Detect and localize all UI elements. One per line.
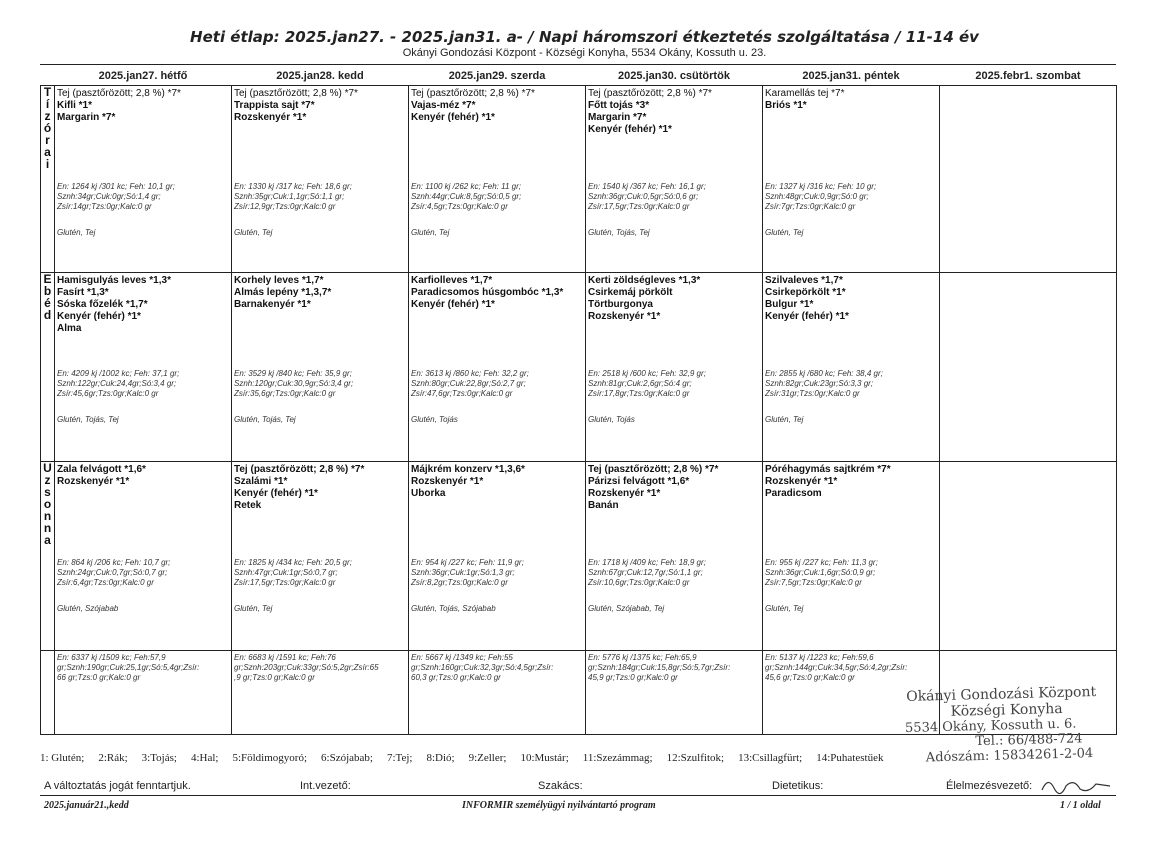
stamp-line-3: 5534 Okány, Kossuth u. 6.	[904, 716, 1077, 737]
menu-items	[411, 88, 583, 124]
nutrition-line: En: 954 kj /227 kc; Feh: 11,9 gr;	[411, 558, 524, 567]
nutrition-info	[765, 558, 878, 588]
meal-label-letter: d	[43, 308, 52, 322]
nutrition-line: En: 1540 kj /367 kc; Feh: 16,1 gr;	[588, 182, 706, 191]
menu-item: Hamisgulyás leves *1,3*	[57, 275, 171, 286]
menu-item: Rozskenyér *1*	[411, 476, 484, 487]
allergen-legend	[40, 752, 897, 764]
nutrition-info	[234, 182, 352, 212]
menu-item: Kenyér (fehér) *1*	[57, 311, 141, 322]
daily-total-cell	[55, 651, 232, 735]
menu-item: Rozskenyér *1*	[765, 476, 838, 487]
daily-total-cell	[586, 651, 763, 735]
menu-cell-content	[409, 273, 585, 461]
menu-cell-content	[232, 273, 408, 461]
menu-item: Kifli *1*	[57, 100, 93, 111]
menu-cell-content	[586, 462, 762, 650]
menu-items	[765, 464, 937, 500]
total-line: 45,6 gr;Tzs:0 gr;Kalc:0 gr	[765, 673, 855, 682]
meal-label-letter: a	[44, 145, 51, 159]
legend-item: 11:Szezámmag;	[582, 752, 653, 764]
nutrition-line: En: 1100 kj /262 kc; Feh: 11 gr;	[411, 182, 521, 191]
day-header-2: 2025.jan29. szerda	[409, 67, 586, 86]
legend-item: 5:Földimogyoró;	[232, 752, 308, 764]
nutrition-line: En: 3529 kj /840 kc; Feh: 35,9 gr;	[234, 369, 352, 378]
nutrition-line: Zsír:17,8gr;Tzs:0gr;Kalc:0 gr	[588, 389, 690, 398]
weekly-menu-table	[40, 67, 1117, 735]
stamp-line-1: Okányi Gondozási Központ	[906, 683, 1097, 705]
menu-cell-content	[940, 86, 1116, 272]
menu-item: Rozskenyér *1*	[588, 488, 661, 499]
nutrition-info	[57, 182, 175, 212]
menu-cell-content	[940, 273, 1116, 461]
nutrition-line: Sznh:35gr;Cuk:1,1gr;Só:1,1 gr;	[234, 192, 345, 201]
nutrition-line: Zsír:12,9gr;Tzs:0gr;Kalc:0 gr	[234, 202, 336, 211]
nutrition-line: En: 1330 kj /317 kc; Feh: 18,6 gr;	[234, 182, 352, 191]
nutrition-line: Zsír:14gr;Tzs:0gr;Kalc:0 gr	[57, 202, 152, 211]
menu-item: Kenyér (fehér) *1*	[234, 488, 318, 499]
nutrition-line: Zsír:8,2gr;Tzs:0gr;Kalc:0 gr	[411, 578, 508, 587]
menu-cell-content	[409, 462, 585, 650]
total-line: 60,3 gr;Tzs:0 gr;Kalc:0 gr	[411, 673, 501, 682]
meal-label-letter: é	[44, 296, 51, 310]
nutrition-line: En: 2518 kj /600 kc; Feh: 32,9 gr;	[588, 369, 706, 378]
menu-item: Fasírt *1,3*	[57, 287, 109, 298]
menu-item: Csirkepörkölt *1*	[765, 287, 846, 298]
legend-item: 8:Dió;	[426, 752, 455, 764]
total-line: ,9 gr;Tzs:0 gr;Kalc:0 gr	[234, 673, 315, 682]
meal-label-letter: a	[44, 533, 51, 547]
nutrition-info	[588, 182, 706, 212]
menu-item: Briós *1*	[765, 100, 807, 111]
menu-item: Kenyér (fehér) *1*	[588, 124, 672, 135]
nutrition-info	[57, 369, 179, 399]
kitchen-stamp	[904, 683, 1136, 766]
meal-label-letter: n	[43, 509, 52, 523]
menu-cell	[55, 273, 232, 462]
menu-item: Vajas-méz *7*	[411, 100, 476, 111]
menu-cell-content	[586, 273, 762, 461]
total-line: 66 gr;Tzs:0 gr;Kalc:0 gr	[57, 673, 141, 682]
daily-total-cell	[232, 651, 409, 735]
meal-label-letter: í	[45, 97, 50, 111]
menu-item: Kerti zöldségleves *1,3*	[588, 275, 701, 286]
menu-item: Uborka	[411, 488, 446, 499]
nutrition-line: Sznh:122gr;Cuk:24,4gr;Só:3,4 gr;	[57, 379, 177, 388]
nutrition-line: Zsír:45,6gr;Tzs:0gr;Kalc:0 gr	[57, 389, 159, 398]
nutrition-line: En: 4209 kj /1002 kc; Feh: 37,1 gr;	[57, 369, 180, 378]
day-header-0: 2025.jan27. hétfő	[55, 67, 232, 86]
meal-label-letter: z	[44, 473, 51, 487]
menu-items	[588, 464, 760, 512]
menu-item: Csirkemáj pörkölt	[588, 287, 673, 298]
menu-cell-content	[763, 273, 939, 461]
menu-cell	[55, 462, 232, 651]
day-header-3: 2025.jan30. csütörtök	[586, 67, 763, 86]
nutrition-line: En: 1264 kj /301 kc; Feh: 10,1 gr;	[57, 182, 175, 191]
menu-item: Rozskenyér *1*	[57, 476, 130, 487]
menu-item: Kenyér (fehér) *1*	[411, 112, 495, 123]
nutrition-line: Sznh:67gr;Cuk:12,7gr;Só:1,1 gr;	[588, 568, 703, 577]
menu-items	[57, 464, 229, 488]
allergen-info: Glutén, Tej	[234, 228, 273, 237]
menu-item: Korhely leves *1,7*	[234, 275, 324, 286]
daily-total-info	[586, 651, 762, 685]
legend-item: 6:Szójabab;	[321, 752, 373, 764]
menu-item: Szalámi *1*	[234, 476, 288, 487]
menu-cell-content	[55, 86, 231, 272]
total-line: 45,9 gr;Tzs:0 gr;Kalc:0 gr	[588, 673, 678, 682]
menu-cell	[940, 273, 1117, 462]
nutrition-line: Zsír:4,5gr;Tzs:0gr;Kalc:0 gr	[411, 202, 508, 211]
meal-label-letter: E	[43, 272, 52, 286]
menu-item: Rozskenyér *1*	[588, 311, 661, 322]
meal-row-1	[41, 273, 1117, 462]
total-line: gr;Sznh:144gr;Cuk:34,5gr;Só:4,2gr;Zsír:	[765, 663, 908, 672]
total-line: En: 5776 kj /1375 kc; Feh:65,9	[588, 653, 697, 662]
nutrition-line: Sznh:81gr;Cuk:2,6gr;Só:4 gr;	[588, 379, 692, 388]
elelmezes-label: Élelmezésvezető:	[946, 780, 1033, 792]
nutrition-line: Sznh:80gr;Cuk:22,8gr;Só:2,7 gr;	[411, 379, 526, 388]
total-line: gr;Sznh:190gr;Cuk:25,1gr;Só:5,4gr;Zsír:	[57, 663, 200, 672]
legend-item: 3:Tojás;	[141, 752, 177, 764]
allergen-info: Glutén, Tojás	[411, 415, 458, 424]
meal-label-letter: s	[44, 485, 51, 499]
total-line: En: 5667 kj /1349 kc; Feh:55	[411, 653, 513, 662]
menu-cell-content	[763, 86, 939, 272]
meal-label-letter: b	[43, 284, 52, 298]
nutrition-line: Sznh:34gr;Cuk:0gr;Só:1,4 gr;	[57, 192, 161, 201]
nutrition-line: Zsír:17,5gr;Tzs:0gr;Kalc:0 gr	[588, 202, 690, 211]
daily-total-cell	[409, 651, 586, 735]
nutrition-info	[765, 182, 876, 212]
legend-item: 13:Csillagfürt;	[738, 752, 803, 764]
menu-item: Tej (pasztőrözött; 2,8 %) *7*	[234, 464, 365, 475]
nutrition-line: Zsír:7gr;Tzs:0gr;Kalc:0 gr	[765, 202, 856, 211]
menu-cell-content	[763, 462, 939, 650]
allergen-info: Glutén, Szójabab	[57, 604, 119, 613]
meal-label-letter: o	[43, 497, 52, 511]
total-line: En: 5137 kj /1223 kc; Feh:59,6	[765, 653, 874, 662]
menu-items	[765, 275, 937, 323]
legend-item: 2:Rák;	[98, 752, 128, 764]
allergen-info: Glutén, Tej	[57, 228, 96, 237]
menu-cell-content	[232, 86, 408, 272]
daily-total-info	[409, 651, 585, 685]
stamp-line-2: Községi Konyha	[950, 700, 1063, 720]
menu-item: Tej (pasztőrözött; 2,8 %) *7*	[588, 88, 712, 99]
nutrition-line: Sznh:36gr;Cuk:1gr;Só:1,3 gr;	[411, 568, 515, 577]
nutrition-line: En: 1825 kj /434 kc; Feh: 20,5 gr;	[234, 558, 352, 567]
allergen-info: Glutén, Tojás	[588, 415, 635, 424]
nutrition-line: Zsír:7,5gr;Tzs:0gr;Kalc:0 gr	[765, 578, 862, 587]
nutrition-line: Zsír:6,4gr;Tzs:0gr;Kalc:0 gr	[57, 578, 154, 587]
menu-cell	[409, 462, 586, 651]
menu-item: Alma	[57, 323, 82, 334]
page-title: Heti étlap: 2025.jan27. - 2025.jan31. a- / Napi háromszori étkeztetés szolgáltatása / 11-14 év	[190, 28, 979, 46]
allergen-info: Glutén, Tej	[765, 415, 804, 424]
menu-item: Paradicsom	[765, 488, 822, 499]
allergen-info: Glutén, Tojás, Tej	[234, 415, 296, 424]
nutrition-info	[234, 558, 352, 588]
nutrition-line: Sznh:48gr;Cuk:0,9gr;Só:0 gr;	[765, 192, 869, 201]
meal-row-0	[41, 86, 1117, 273]
menu-cell	[232, 273, 409, 462]
allergen-info: Glutén, Tej	[411, 228, 450, 237]
menu-items	[411, 464, 583, 500]
menu-item: Karamellás tej *7*	[765, 88, 845, 99]
menu-cell-content	[232, 462, 408, 650]
dietetikus-label: Dietetikus:	[772, 780, 824, 792]
daily-total-info	[232, 651, 408, 685]
menu-cell-content	[55, 273, 231, 461]
menu-cell-content	[55, 462, 231, 650]
nutrition-line: En: 955 kj /227 kc; Feh: 11,3 gr;	[765, 558, 878, 567]
allergen-info: Glutén, Tojás, Tej	[57, 415, 119, 424]
nutrition-line: Zsír:35,6gr;Tzs:0gr;Kalc:0 gr	[234, 389, 336, 398]
nutrition-line: Sznh:44gr;Cuk:8,5gr;Só:0,5 gr;	[411, 192, 522, 201]
menu-items	[588, 275, 760, 323]
nutrition-line: Sznh:82gr;Cuk:23gr;Só:3,3 gr;	[765, 379, 874, 388]
nutrition-line: Sznh:36gr;Cuk:0,5gr;Só:0,6 gr;	[588, 192, 699, 201]
legend-item: 14:Puhatestűek	[816, 752, 884, 764]
total-line: gr;Sznh:203gr;Cuk:33gr;Só:5,2gr;Zsír:65	[234, 663, 379, 672]
day-header-4: 2025.jan31. péntek	[763, 67, 940, 86]
menu-cell-content	[409, 86, 585, 272]
menu-items	[234, 88, 406, 124]
menu-cell	[586, 273, 763, 462]
menu-cell	[586, 86, 763, 273]
menu-item: Kenyér (fehér) *1*	[765, 311, 849, 322]
legend-item: 9:Zeller;	[468, 752, 507, 764]
meal-row-2	[41, 462, 1117, 651]
footer-date: 2025.január21.,kedd	[44, 800, 129, 811]
nutrition-line: Zsír:10,6gr;Tzs:0gr;Kalc:0 gr	[588, 578, 690, 587]
menu-item: Törtburgonya	[588, 299, 653, 310]
menu-item: Paradicsomos húsgombóc *1,3*	[411, 287, 564, 298]
nutrition-info	[588, 558, 706, 588]
meal-label-letter: U	[43, 461, 52, 475]
total-line: En: 6683 kj /1591 kc; Feh:76	[234, 653, 336, 662]
allergen-info: Glutén, Tojás, Tej	[588, 228, 650, 237]
menu-items	[234, 464, 406, 512]
day-header-row	[41, 67, 1117, 86]
nutrition-line: En: 864 kj /206 kc; Feh: 10,7 gr;	[57, 558, 171, 567]
notice-text: A változtatás jogát fenntartjuk.	[44, 780, 191, 792]
signature-rule	[40, 795, 1116, 796]
menu-items	[411, 275, 583, 311]
meal-label-letter: r	[45, 133, 50, 147]
menu-item: Párizsi felvágott *1,6*	[588, 476, 690, 487]
menu-item: Almás lepény *1,3,7*	[234, 287, 332, 298]
menu-item: Trappista sajt *7*	[234, 100, 315, 111]
menu-cell	[763, 273, 940, 462]
menu-items	[57, 275, 229, 335]
menu-cell	[232, 462, 409, 651]
menu-cell-content	[940, 462, 1116, 650]
nutrition-info	[411, 369, 529, 399]
nutrition-line: En: 3613 kj /860 kc; Feh: 32,2 gr;	[411, 369, 529, 378]
nutrition-info	[765, 369, 883, 399]
menu-item: Retek	[234, 500, 262, 511]
menu-item: Tej (pasztőrözött; 2,8 %) *7*	[588, 464, 719, 475]
meal-label	[41, 273, 55, 462]
legend-item: 12:Szulfitok;	[666, 752, 725, 764]
totals-label-cell	[41, 651, 55, 735]
total-line: En: 6337 kj /1509 kc; Feh:57,9	[57, 653, 166, 662]
nutrition-info	[234, 369, 353, 399]
menu-item: Banán	[588, 500, 619, 511]
daily-total-info	[55, 651, 231, 685]
total-line: gr;Sznh:184gr;Cuk:15,8gr;Só:5,7gr;Zsír:	[588, 663, 731, 672]
day-header-1: 2025.jan28. kedd	[232, 67, 409, 86]
szakacs-label: Szakács:	[538, 780, 583, 792]
total-line: gr;Sznh:160gr;Cuk:32,3gr;Só:4,5gr;Zsír:	[411, 663, 554, 672]
menu-item: Főtt tojás *3*	[588, 100, 650, 111]
header-rule	[40, 64, 1116, 65]
nutrition-line: Sznh:47gr;Cuk:1gr;Só:0,7 gr;	[234, 568, 338, 577]
nutrition-line: En: 1718 kj /409 kc; Feh: 18,9 gr;	[588, 558, 706, 567]
menu-item: Póréhagymás sajtkrém *7*	[765, 464, 891, 475]
menu-items	[588, 88, 760, 136]
menu-cell	[763, 86, 940, 273]
menu-item: Zala felvágott *1,6*	[57, 464, 146, 475]
menu-item: Margarin *7*	[57, 112, 116, 123]
footer-page: 1 / 1 oldal	[1060, 800, 1101, 811]
nutrition-line: Sznh:36gr;Cuk:1,6gr;Só:0,9 gr;	[765, 568, 876, 577]
allergen-info: Glutén, Tojás, Szójabab	[411, 604, 496, 613]
nutrition-line: Zsír:17,5gr;Tzs:0gr;Kalc:0 gr	[234, 578, 336, 587]
menu-item: Szilvaleves *1,7*	[765, 275, 843, 286]
menu-cell	[55, 86, 232, 273]
stamp-line-4: Tel.: 66/488-724	[975, 731, 1083, 750]
menu-item: Karfiolleves *1,7*	[411, 275, 493, 286]
nutrition-line: Sznh:120gr;Cuk:30,9gr;Só:3,4 gr;	[234, 379, 354, 388]
legend-item: 4:Hal;	[190, 752, 219, 764]
meal-label-letter: T	[43, 85, 52, 99]
menu-item: Sóska főzelék *1,7*	[57, 299, 148, 310]
menu-cell	[232, 86, 409, 273]
meal-label-letter: n	[43, 521, 52, 535]
menu-item: Májkrém konzerv *1,3,6*	[411, 464, 525, 475]
allergen-info: Glutén, Szójabab, Tej	[588, 604, 665, 613]
menu-item: Tej (pasztőrözött; 2,8 %) *7*	[411, 88, 535, 99]
corner-cell	[41, 67, 55, 86]
menu-cell	[586, 462, 763, 651]
nutrition-line: En: 1327 kj /316 kc; Feh: 10 gr;	[765, 182, 877, 191]
nutrition-info	[411, 182, 521, 212]
menu-cell	[940, 462, 1117, 651]
footer-program: INFORMIR személyügyi nyilvántartó program	[462, 800, 656, 811]
menu-item: Bulgur *1*	[765, 299, 814, 310]
allergen-info: Glutén, Tej	[765, 604, 804, 613]
menu-cell-content	[586, 86, 762, 272]
menu-items	[57, 88, 229, 124]
menu-cell	[940, 86, 1117, 273]
meal-label-letter: z	[44, 109, 51, 123]
menu-cell	[409, 86, 586, 273]
nutrition-info	[57, 558, 170, 588]
meal-label	[41, 86, 55, 273]
menu-item: Tej (pasztőrözött; 2,8 %) *7*	[234, 88, 358, 99]
legend-item: 1: Glutén;	[40, 752, 85, 764]
allergen-info: Glutén, Tej	[234, 604, 273, 613]
allergen-info: Glutén, Tej	[765, 228, 804, 237]
legend-item: 10:Mustár;	[520, 752, 569, 764]
nutrition-info	[588, 369, 706, 399]
day-header-5: 2025.febr1. szombat	[940, 67, 1117, 86]
meal-label	[41, 462, 55, 651]
nutrition-line: Sznh:24gr;Cuk:0,7gr;Só:0,7 gr;	[57, 568, 168, 577]
nutrition-info	[411, 558, 524, 588]
menu-item: Kenyér (fehér) *1*	[411, 299, 495, 310]
menu-items	[765, 88, 937, 112]
legend-item: 7:Tej;	[386, 752, 413, 764]
menu-item: Rozskenyér *1*	[234, 112, 307, 123]
stamp-line-5: Adószám: 15834261-2-04	[925, 746, 1094, 766]
menu-item: Barnakenyér *1*	[234, 299, 311, 310]
signature-scribble	[1040, 774, 1112, 796]
menu-item: Tej (pasztőrözött; 2,8 %) *7*	[57, 88, 181, 99]
nutrition-line: En: 2855 kj /680 kc; Feh: 38,4 gr;	[765, 369, 883, 378]
menu-cell	[409, 273, 586, 462]
daily-total-info	[763, 651, 939, 685]
page-subtitle: Okányi Gondozási Központ - Községi Konyha, 5534 Okány, Kossuth u. 23.	[402, 47, 767, 59]
meal-label-letter: ó	[43, 121, 52, 135]
meal-label-letter: i	[45, 157, 50, 171]
nutrition-line: Zsír:47,6gr;Tzs:0gr;Kalc:0 gr	[411, 389, 513, 398]
int-vezeto-label: Int.vezető:	[300, 780, 351, 792]
nutrition-line: Zsír:31gr;Tzs:0gr;Kalc:0 gr	[765, 389, 860, 398]
daily-total-info	[940, 651, 1116, 655]
menu-items	[234, 275, 406, 311]
menu-item: Margarin *7*	[588, 112, 647, 123]
menu-cell	[763, 462, 940, 651]
